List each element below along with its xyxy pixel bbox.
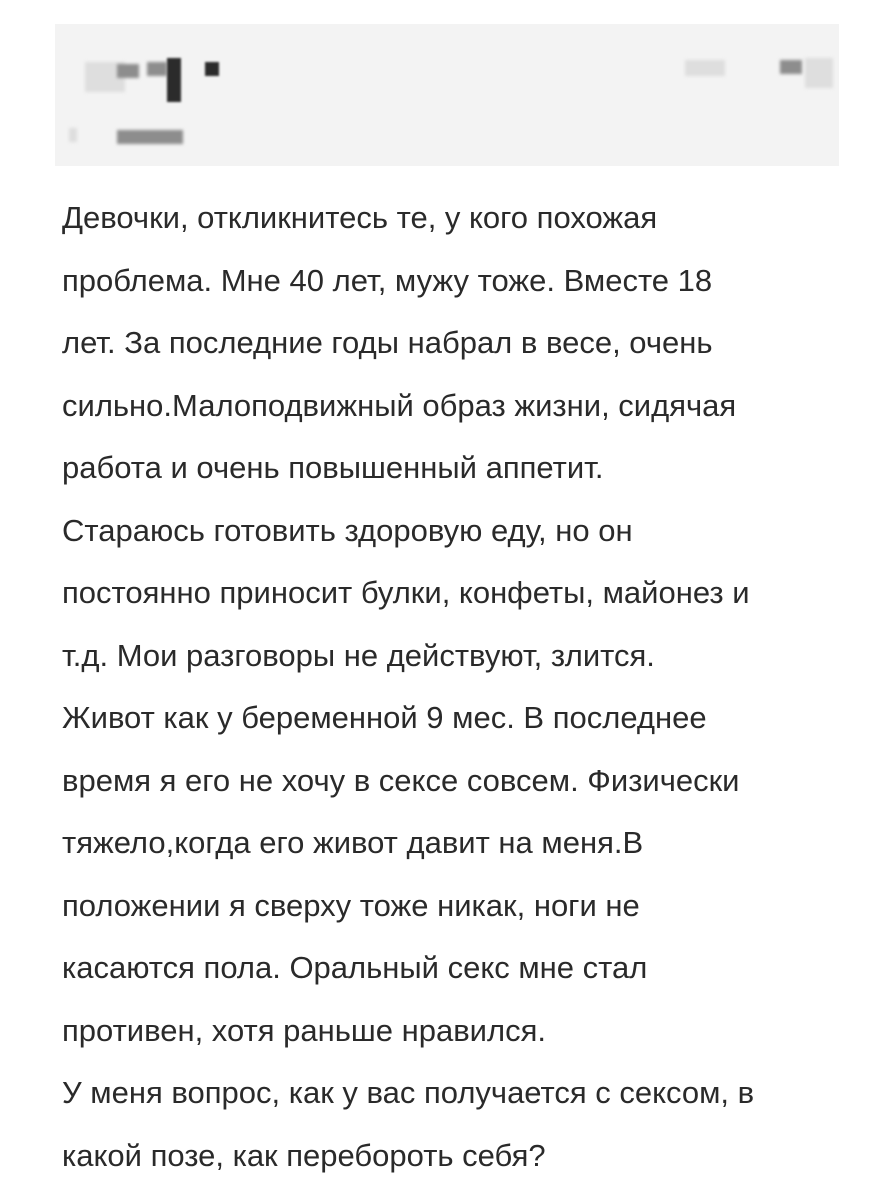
post-body (62, 187, 862, 1187)
post-text-line: постоянно приносит булки, конфеты, майонез и (62, 575, 750, 610)
post-text-line: лет. За последние годы набрал в весе, очень (62, 325, 713, 360)
post-text-line: работа и очень повышенный аппетит. (62, 450, 604, 485)
post-text-line: У меня вопрос, как у вас получается с сексом, в (62, 1075, 755, 1110)
post-text-line: проблема. Мне 40 лет, мужу тоже. Вместе 18 (62, 262, 713, 298)
redacted-block (685, 60, 725, 76)
redacted-block (117, 64, 139, 78)
post-text-line: противен, хотя раньше нравился. (62, 1012, 546, 1048)
post-text-line: время я его не хочу в сексе совсем. Физически (62, 762, 740, 798)
post-text-line: Живот как у беременной 9 мес. В последнее (62, 700, 707, 735)
post-header-redacted (55, 24, 839, 166)
redacted-block (167, 58, 181, 102)
redacted-block (205, 62, 219, 76)
redacted-block (69, 128, 77, 142)
post-text-line: тяжело,когда его живот давит на меня.В (62, 825, 644, 860)
redacted-block (147, 62, 167, 76)
post-text-line: сильно.Малоподвижный образ жизни, сидячая (62, 387, 737, 423)
post-text-line: какой позе, как перебороть себя? (62, 1137, 546, 1173)
redacted-block (117, 130, 183, 144)
post-text-line: касаются пола. Оральный секс мне стал (62, 950, 648, 985)
post-text-line: т.д. Мои разговоры не действуют, злится. (62, 637, 655, 673)
post-text-line: Девочки, откликнитесь те, у кого похожая (62, 200, 658, 235)
post-text-line: Стараюсь готовить здоровую еду, но он (62, 512, 633, 548)
redacted-block (780, 60, 802, 74)
post-text-line: положении я сверху тоже никак, ноги не (62, 887, 640, 923)
redacted-block (805, 58, 833, 88)
